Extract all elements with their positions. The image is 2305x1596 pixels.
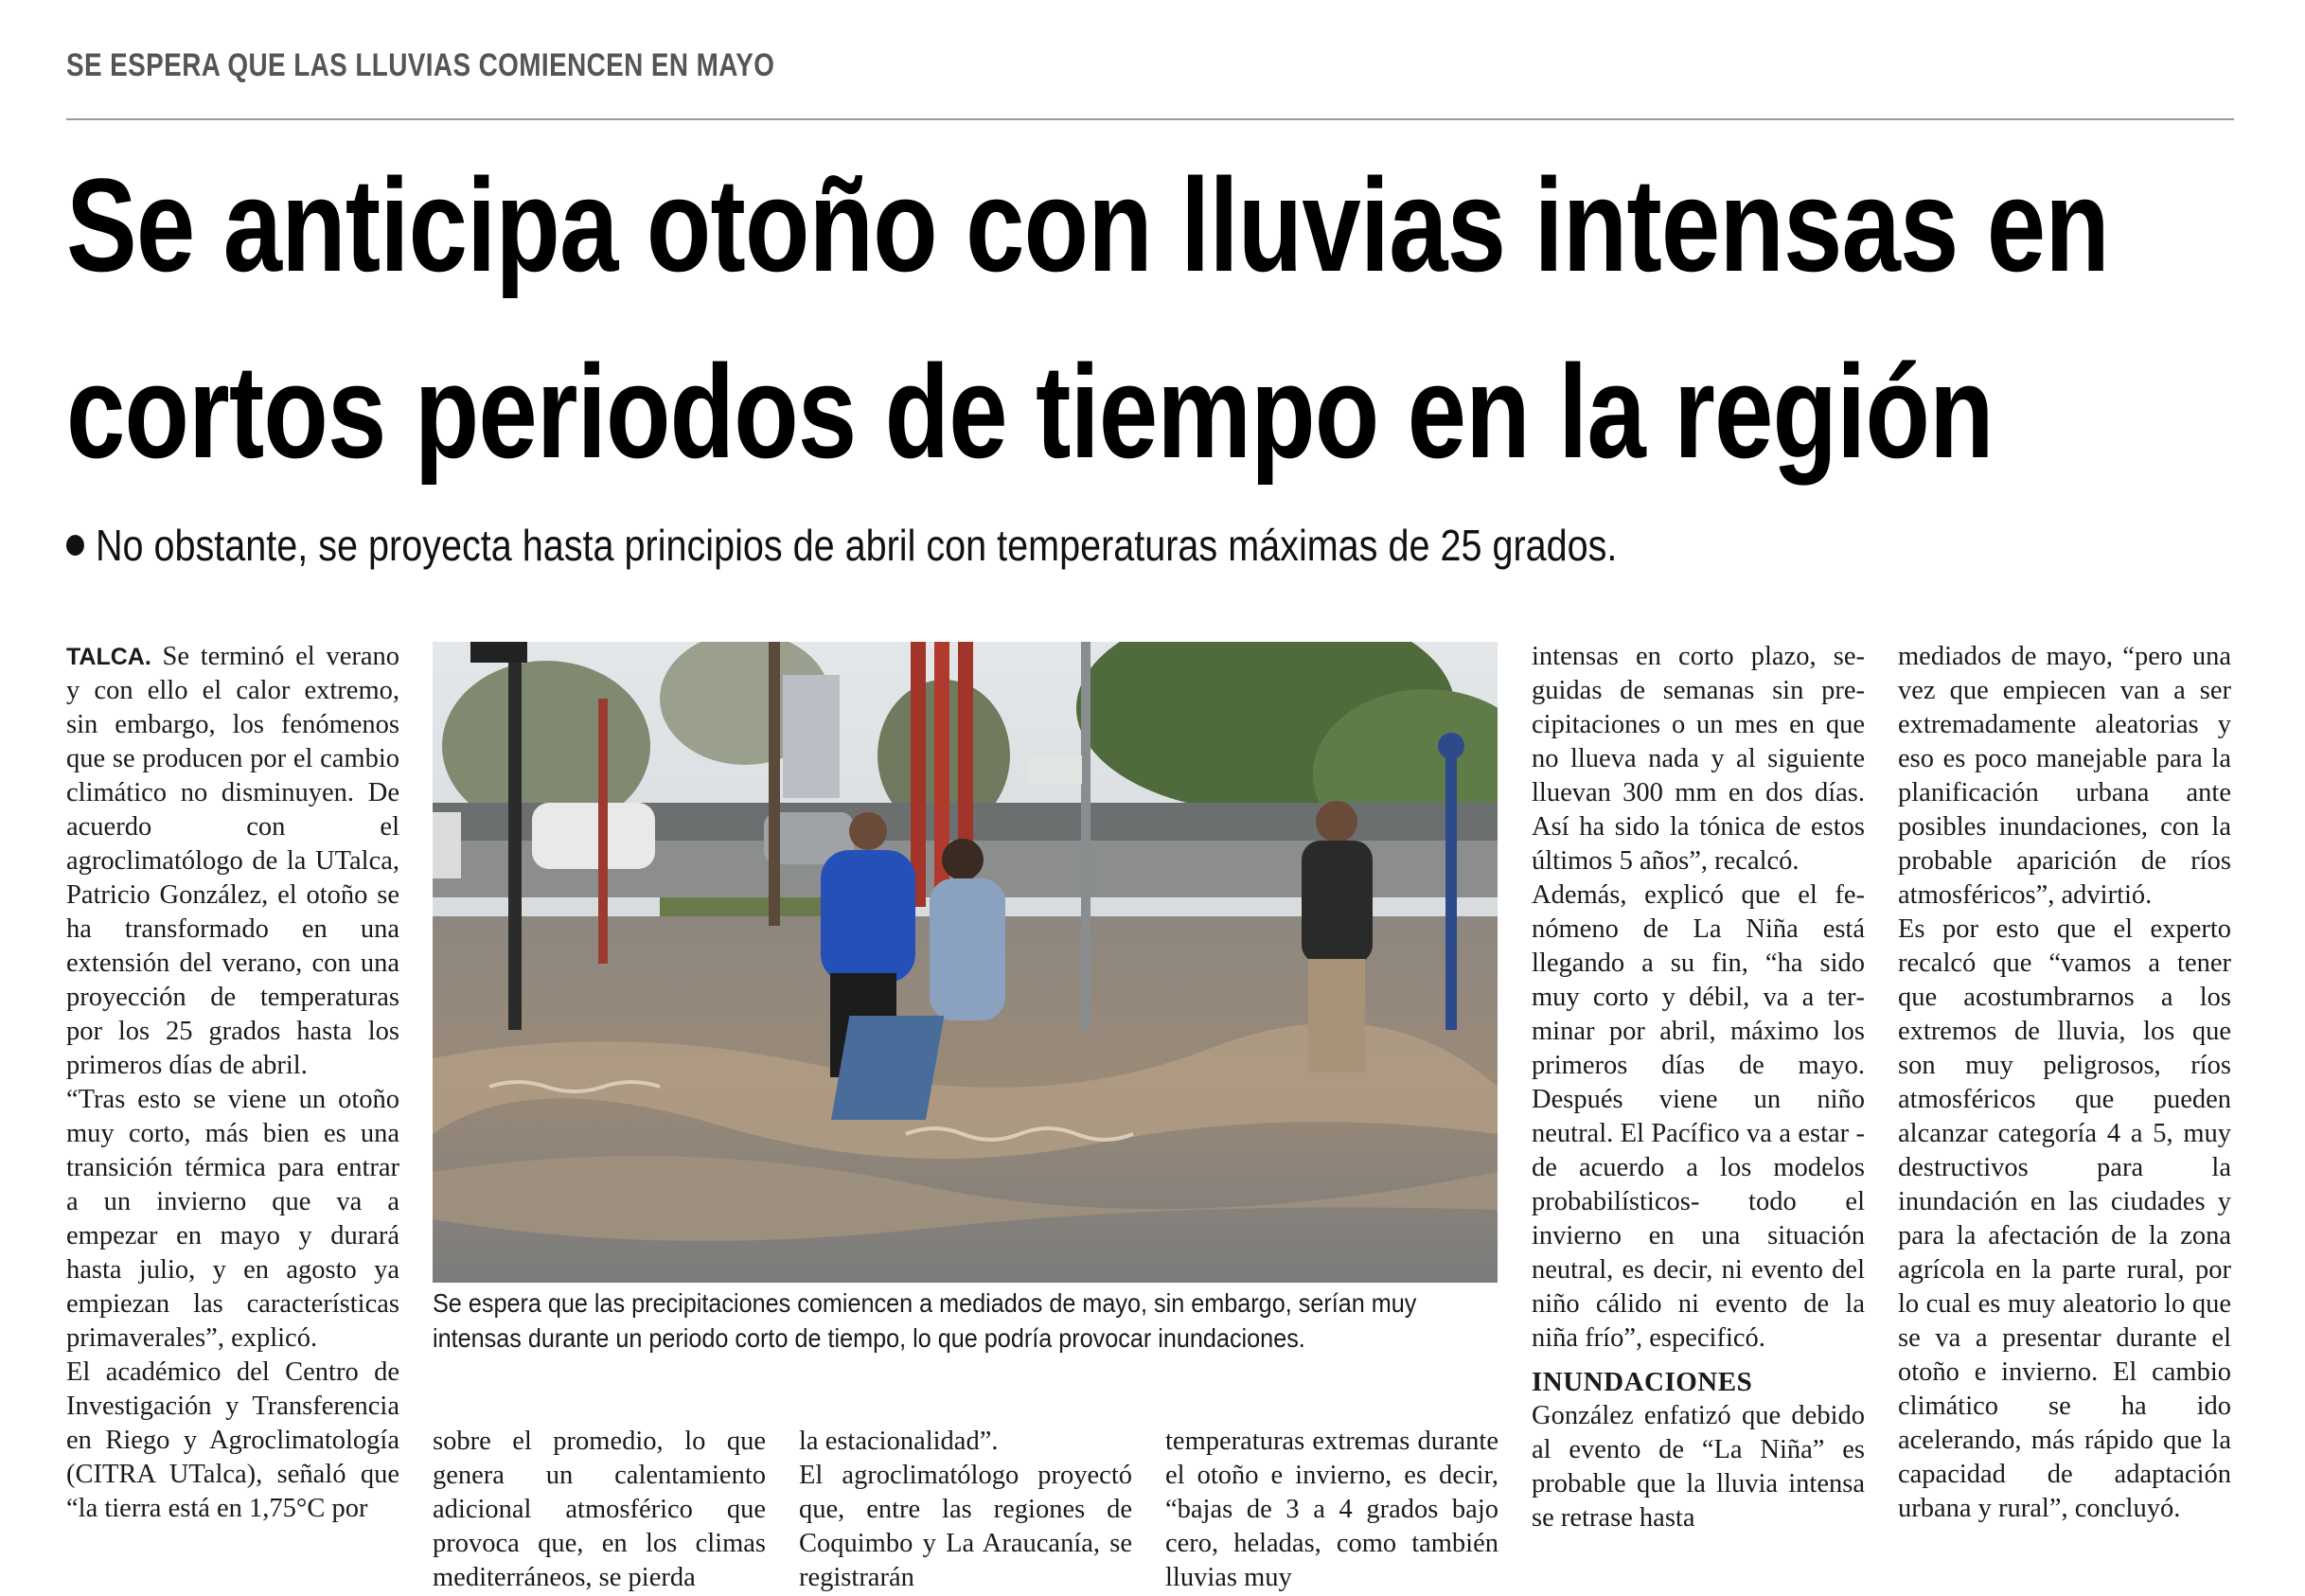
flooded-street-photo <box>433 642 1498 1283</box>
paragraph: temperaturas extremas durante el otoño e invierno, es decir, “bajas de 3 a 4 grados bajo cero, heladas, como también lluvias muy <box>1165 1427 1498 1592</box>
kicker: SE ESPERA QUE LAS LLUVIAS COMIENCEN EN MAYO <box>66 47 775 83</box>
bullet-icon <box>66 535 84 556</box>
paragraph: “Tras esto se viene un otoño muy corto, más bien es una transición térmica para entrar a un invierno que va a empezar en mayo y durará hasta julio, y en agosto ya empiezan las características primaverales”, explicó. <box>66 1085 399 1353</box>
headline-line-1: Se anticipa otoño con lluvias intensas en <box>66 151 2109 299</box>
photo-illustration <box>433 642 1498 1283</box>
paragraph: sobre el promedio, lo que genera un calentamiento adicional atmosférico que provoca que, en los climas mediterráneos, se pierda <box>433 1427 766 1592</box>
subhead <box>66 519 2183 572</box>
article-column-6 <box>1898 640 2231 1526</box>
headline-line-2: cortos periodos de tiempo en la región <box>66 337 1994 486</box>
paragraph: Es por esto que el experto recalcó que “vamos a tener que acostumbrarnos a los extremos de lluvia, los que son muy peligrosos, ríos atmosféricos que pueden alcanzar categoría 4 a 5, muy destructivos para la inundación en las ciudades y para la afectación de la zona agrícola en la parte rural, por lo cual es muy aleatorio lo que se va a presentar durante el otoño e invierno. El cambio climático se ha ido acelerando, más rápido que la capacidad de adaptación urbana y rural”, concluyó. <box>1898 914 2231 1523</box>
article-column-1 <box>66 640 399 1526</box>
subhead-text: No obstante, se proyecta hasta principios de abril con temperaturas máximas de 25 grados. <box>95 521 1618 570</box>
paragraph: mediados de mayo, “pero una vez que empiecen van a ser extremadamente aleatorias y eso es poco manejable para la planificación urbana ante posibles inundaciones, con la probable aparición de ríos atmosféricos”, advirtió. <box>1898 642 2231 910</box>
paragraph: González enfatizó que debido al evento de “La Niña” es probable que la lluvia intensa se retrase hasta <box>1532 1401 1865 1533</box>
paragraph: intensas en corto plazo, seguidas de semanas sin precipitaciones o un mes en que no llueva nada y al siguiente lluevan 300 mm en dos días. Así ha sido la tónica de estos últimos 5 años”, recalcó. <box>1532 642 1865 876</box>
article-column-4 <box>1165 1425 1498 1595</box>
header-rule <box>66 118 2234 120</box>
article-column-5 <box>1532 640 1865 1535</box>
paragraph-text: Se terminó el verano y con ello el calor extremo, sin embargo, los fenómenos que se producen por el cambio climático no disminuyen. De acuerdo con el agroclimatólogo de la UTalca, Patricio González, el otoño se ha transformado en una extensión del verano, con una proyección de temperaturas por los 25 grados hasta los primeros días de abril. <box>66 642 399 1080</box>
paragraph <box>66 640 399 1083</box>
article-column-2 <box>433 1425 766 1595</box>
article-column-3 <box>799 1425 1132 1595</box>
paragraph: la estacionalidad”. <box>799 1427 999 1456</box>
dateline: TALCA. <box>66 644 151 670</box>
paragraph: El académico del Centro de Investigación y Transferencia en Riego y Agroclimatología (CITRA UTalca), señaló que “la tierra está en 1,75°C por <box>66 1357 399 1523</box>
photo-caption: Se espera que las precipitaciones comiencen a mediados de mayo, sin embargo, serían muy intensas durante un periodo corto de tiempo, lo que podría provocar inundaciones. <box>433 1288 1417 1353</box>
section-heading: INUNDACIONES <box>1532 1367 1753 1397</box>
paragraph: El agroclimatólogo proyectó que, entre las regiones de Coquimbo y La Araucanía, se registrarán <box>799 1461 1132 1592</box>
paragraph: Además, explicó que el fenómeno de La Niña está llegando a su fin, “ha sido muy corto y débil, va a terminar por abril, máximo los primeros días de mayo. Después viene un niño neutral. El Pacífico va a estar -de acuerdo a los modelos probabilísticos- todo el invierno en una situación neutral, es decir, ni evento del niño cálido ni evento de la niña frío”, especificó. <box>1532 880 1865 1353</box>
